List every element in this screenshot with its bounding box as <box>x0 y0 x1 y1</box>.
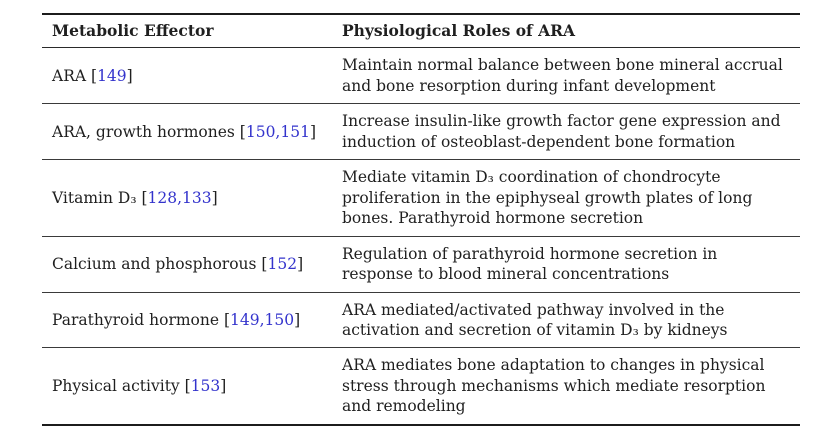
citation-bracket-open: [ <box>261 254 268 273</box>
table-row <box>42 160 800 236</box>
effector-cell <box>42 48 342 104</box>
citation-bracket-open: [ <box>141 188 148 207</box>
table-row <box>42 104 800 160</box>
citation-bracket-close: ] <box>297 254 304 273</box>
citation-bracket-close: ] <box>309 122 317 141</box>
effector-cell <box>42 348 342 425</box>
role-cell: ARA mediated/activated pathway involved in the activation and secretion of vitamin D₃ by kidneys <box>342 292 800 348</box>
table-row <box>42 48 800 104</box>
table-row <box>42 292 800 348</box>
table-row <box>42 348 800 425</box>
citation-link[interactable]: 149,150 <box>230 310 295 329</box>
citation-link[interactable]: 153 <box>190 376 221 395</box>
citation-bracket-open: [ <box>91 66 98 85</box>
effector-label: ARA, growth hormones <box>52 122 240 141</box>
effector-label: Vitamin D₃ <box>52 188 142 207</box>
citation-link[interactable]: 149 <box>97 66 127 85</box>
effector-cell <box>42 160 342 236</box>
table-row <box>42 236 800 292</box>
effector-label: Parathyroid hormone <box>52 310 224 329</box>
citation-bracket-close: ] <box>211 188 218 207</box>
role-cell: Maintain normal balance between bone mineral accrual and bone resorption during infant development <box>342 48 800 104</box>
citation-bracket-open: [ <box>184 376 191 395</box>
role-cell: ARA mediates bone adaptation to changes in physical stress through mechanisms which mediate resorption and remodeling <box>342 356 766 416</box>
role-cell: Increase insulin-like growth factor gene expression and induction of osteoblast-dependent bone formation <box>342 104 800 160</box>
citation-bracket-close: ] <box>126 66 133 85</box>
effector-label: ARA <box>52 66 91 85</box>
effector-cell <box>42 104 342 160</box>
citation-link[interactable]: 152 <box>267 254 298 273</box>
citation-bracket-open: [ <box>239 122 246 141</box>
metabolic-effectors-table <box>42 13 800 426</box>
citation-link[interactable]: 128,133 <box>147 188 212 207</box>
citation-bracket-close: ] <box>294 310 301 329</box>
header-row <box>42 14 800 48</box>
role-cell: Mediate vitamin D₃ coordination of chondrocyte proliferation in the epiphyseal growth plates of long bones. Parathyroid hormone secretion <box>342 160 800 236</box>
effector-cell <box>42 292 342 348</box>
effector-label: Physical activity <box>52 376 185 395</box>
column-header-metabolic-effector: Metabolic Effector <box>42 14 342 48</box>
citation-bracket-close: ] <box>220 376 227 395</box>
role-cell: Regulation of parathyroid hormone secretion in response to blood mineral concentrations <box>342 236 800 292</box>
effector-cell <box>42 236 342 292</box>
citation-bracket-open: [ <box>223 310 231 329</box>
column-header-physiological-roles: Physiological Roles of ARA <box>342 14 800 48</box>
citation-link[interactable]: 150,151 <box>245 122 310 141</box>
effector-label: Calcium and phosphorous <box>52 254 262 273</box>
